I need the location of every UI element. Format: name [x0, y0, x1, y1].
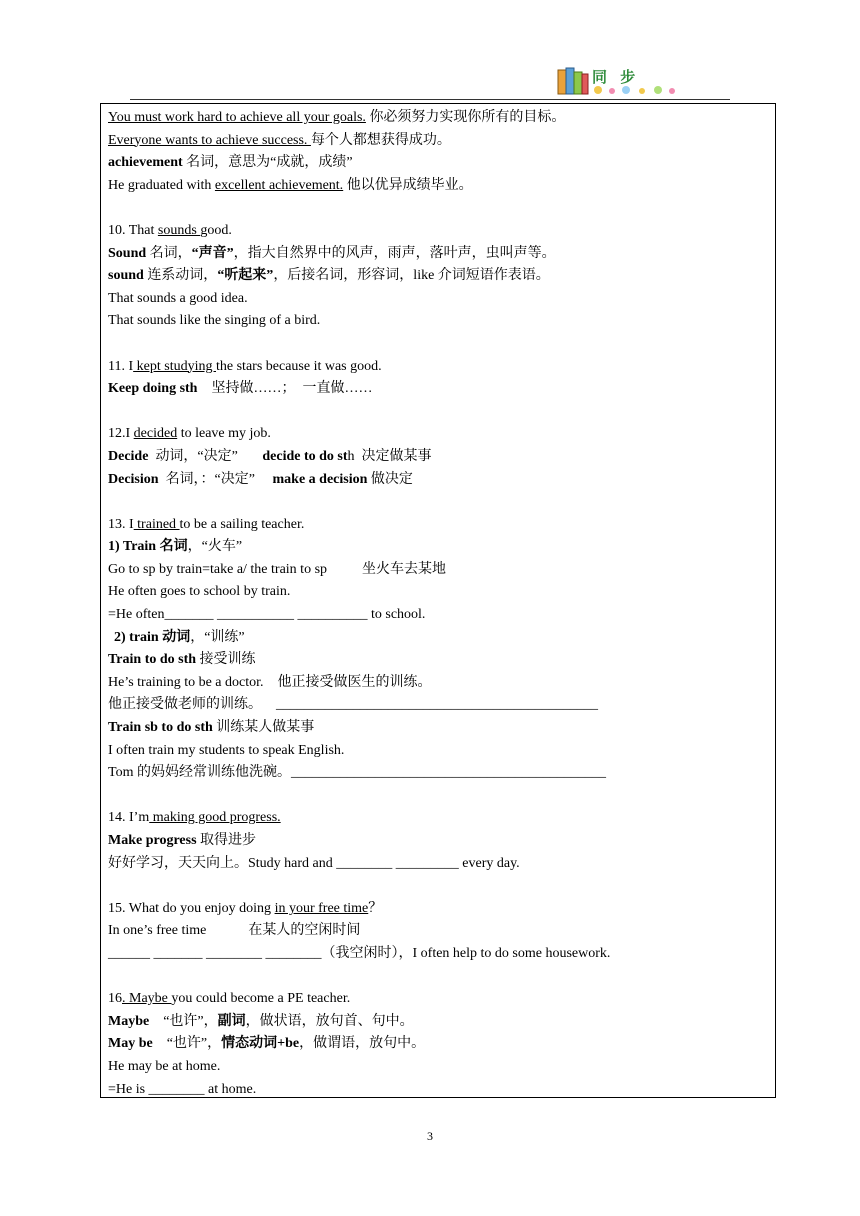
line [108, 378, 768, 401]
text: 连系动词， [143, 268, 218, 284]
keyword: Decide [108, 448, 149, 464]
line: He’s training to be a doctor. 他正接受做医生的训练。 [108, 674, 432, 690]
underlined-phrase: making good progress. [149, 810, 281, 826]
keyword: decide to do st [262, 448, 348, 464]
line [108, 1033, 768, 1056]
text: ，做状语，放句首、句中。 [245, 1013, 414, 1029]
text: to be a sailing teacher. [179, 516, 305, 532]
text: ，“火车” [187, 539, 243, 555]
keyword: Maybe [108, 1013, 150, 1029]
line [108, 627, 768, 650]
underlined-phrase: in your free time [274, 900, 369, 916]
text: 16 [108, 991, 122, 1007]
text: h 决定做某事 [347, 448, 432, 464]
line: =He is ________ at home. [108, 1081, 257, 1097]
keyword: make a decision [272, 471, 368, 487]
keyword: “声音” [191, 245, 234, 261]
text: ？ [368, 900, 383, 916]
line: Go to sp by train=take a/ the train to sp 坐火车去某地 [108, 561, 447, 577]
text: 名词，：“决定” [158, 471, 273, 487]
header-logo [552, 62, 682, 98]
line [108, 514, 768, 537]
line [108, 107, 768, 130]
keyword: 副词 [217, 1013, 246, 1029]
text: 取得进步 [196, 833, 257, 848]
line [108, 130, 768, 153]
line [108, 830, 768, 853]
text: ，做谓语，放句中。 [299, 1036, 426, 1052]
text: good. [200, 222, 232, 238]
line [108, 243, 768, 266]
line [108, 265, 768, 288]
keyword: May be [108, 1036, 153, 1052]
keyword: 2) train 动词 [114, 629, 191, 645]
text: the stars because it was good. [216, 358, 382, 374]
line: In one’s free time 在某人的空闲时间 [108, 923, 361, 939]
line [108, 717, 768, 740]
underlined-phrase: You must work hard to achieve all your goals. [108, 110, 366, 125]
keyword: achievement [108, 155, 183, 171]
text: ，指大自然界中的风声，雨声，落叶声，虫叫声等。 [233, 245, 556, 261]
line: 好好学习，天天向上。Study hard and ________ _________ every day. [108, 855, 520, 871]
line [108, 175, 768, 198]
line: He may be at home. [108, 1058, 221, 1074]
line: ______ _______ ________ ________（我空闲时），I often help to do some housework. [108, 945, 611, 961]
page-number: 3 [427, 1129, 433, 1143]
line [108, 469, 768, 492]
underlined-phrase: kept studying [133, 358, 216, 374]
text: 10. That [108, 222, 158, 238]
keyword: Keep doing sth [108, 381, 198, 397]
keyword: Train sb to do sth [108, 720, 213, 736]
text: to leave my job. [177, 426, 271, 442]
text: you could become a PE teacher. [171, 991, 351, 1007]
line [108, 988, 768, 1011]
keyword: 1) Train 名词 [108, 539, 188, 555]
text: 每个人都想获得成功。 [310, 132, 451, 148]
flower-decoration-icon [592, 84, 678, 96]
text: 做决定 [367, 471, 413, 487]
keyword: Decision [108, 471, 159, 487]
text: 名词，意思为“成就，成绩” [182, 155, 353, 171]
line [108, 807, 768, 830]
line [108, 898, 768, 921]
line: Tom 的妈妈经常训练他洗碗。_____________________________________________ [108, 765, 606, 781]
text: ，后接名词，形容词，like 介词短语作表语。 [273, 268, 550, 284]
line [108, 446, 768, 469]
line: That sounds a good idea. [108, 290, 248, 306]
keyword: Make progress [108, 833, 197, 848]
line: He often goes to school by train. [108, 584, 291, 600]
line [108, 152, 768, 175]
underlined-phrase: . Maybe [122, 991, 172, 1007]
line [108, 356, 768, 379]
text: 坚持做……； 一直做…… [197, 381, 373, 397]
line: 他正接受做老师的训练。 ______________________________________________ [108, 697, 598, 713]
text: “也许”， [149, 1013, 218, 1029]
line: =He often_______ ___________ __________ to school. [108, 607, 426, 623]
text: 他以优异成绩毕业。 [343, 177, 473, 193]
text: 接受训练 [196, 652, 256, 668]
text: 14. I’m [108, 810, 150, 826]
underlined-phrase: excellent achievement. [214, 177, 344, 193]
keyword: “听起来” [217, 268, 274, 284]
text: 你必须努力实现你所有的目标。 [365, 110, 566, 125]
line: I often train my students to speak English. [108, 742, 345, 758]
text: 13. I [108, 516, 134, 532]
line [108, 220, 768, 243]
text: ，“训练” [190, 629, 245, 645]
keyword: 情态动词+be [221, 1036, 300, 1052]
keyword: Train to do sth [108, 652, 197, 668]
underlined-phrase: decided [133, 426, 178, 442]
line [108, 536, 768, 559]
text: 12.I [108, 426, 134, 442]
line [108, 649, 768, 672]
underlined-phrase: sounds [157, 222, 201, 238]
line: That sounds like the singing of a bird. [108, 313, 321, 329]
text: 11. I [108, 358, 134, 374]
underlined-phrase: trained [133, 516, 180, 532]
keyword: sound [108, 268, 144, 284]
logo-text: 同 步 [592, 68, 640, 86]
text: 动词，“决定” [148, 448, 263, 464]
keyword: Sound [108, 245, 147, 261]
text: “也许”， [152, 1036, 222, 1052]
text: He graduated with [108, 177, 215, 193]
line [108, 423, 768, 446]
text: 15. What do you enjoy doing [108, 900, 275, 916]
underlined-phrase: Everyone wants to achieve success. [108, 132, 311, 148]
text: 训练某人做某事 [212, 720, 315, 736]
books-icon [556, 64, 590, 96]
line [108, 1011, 768, 1034]
header-rule [130, 99, 730, 100]
notes-content [108, 107, 768, 1101]
text: 名词， [146, 245, 192, 261]
